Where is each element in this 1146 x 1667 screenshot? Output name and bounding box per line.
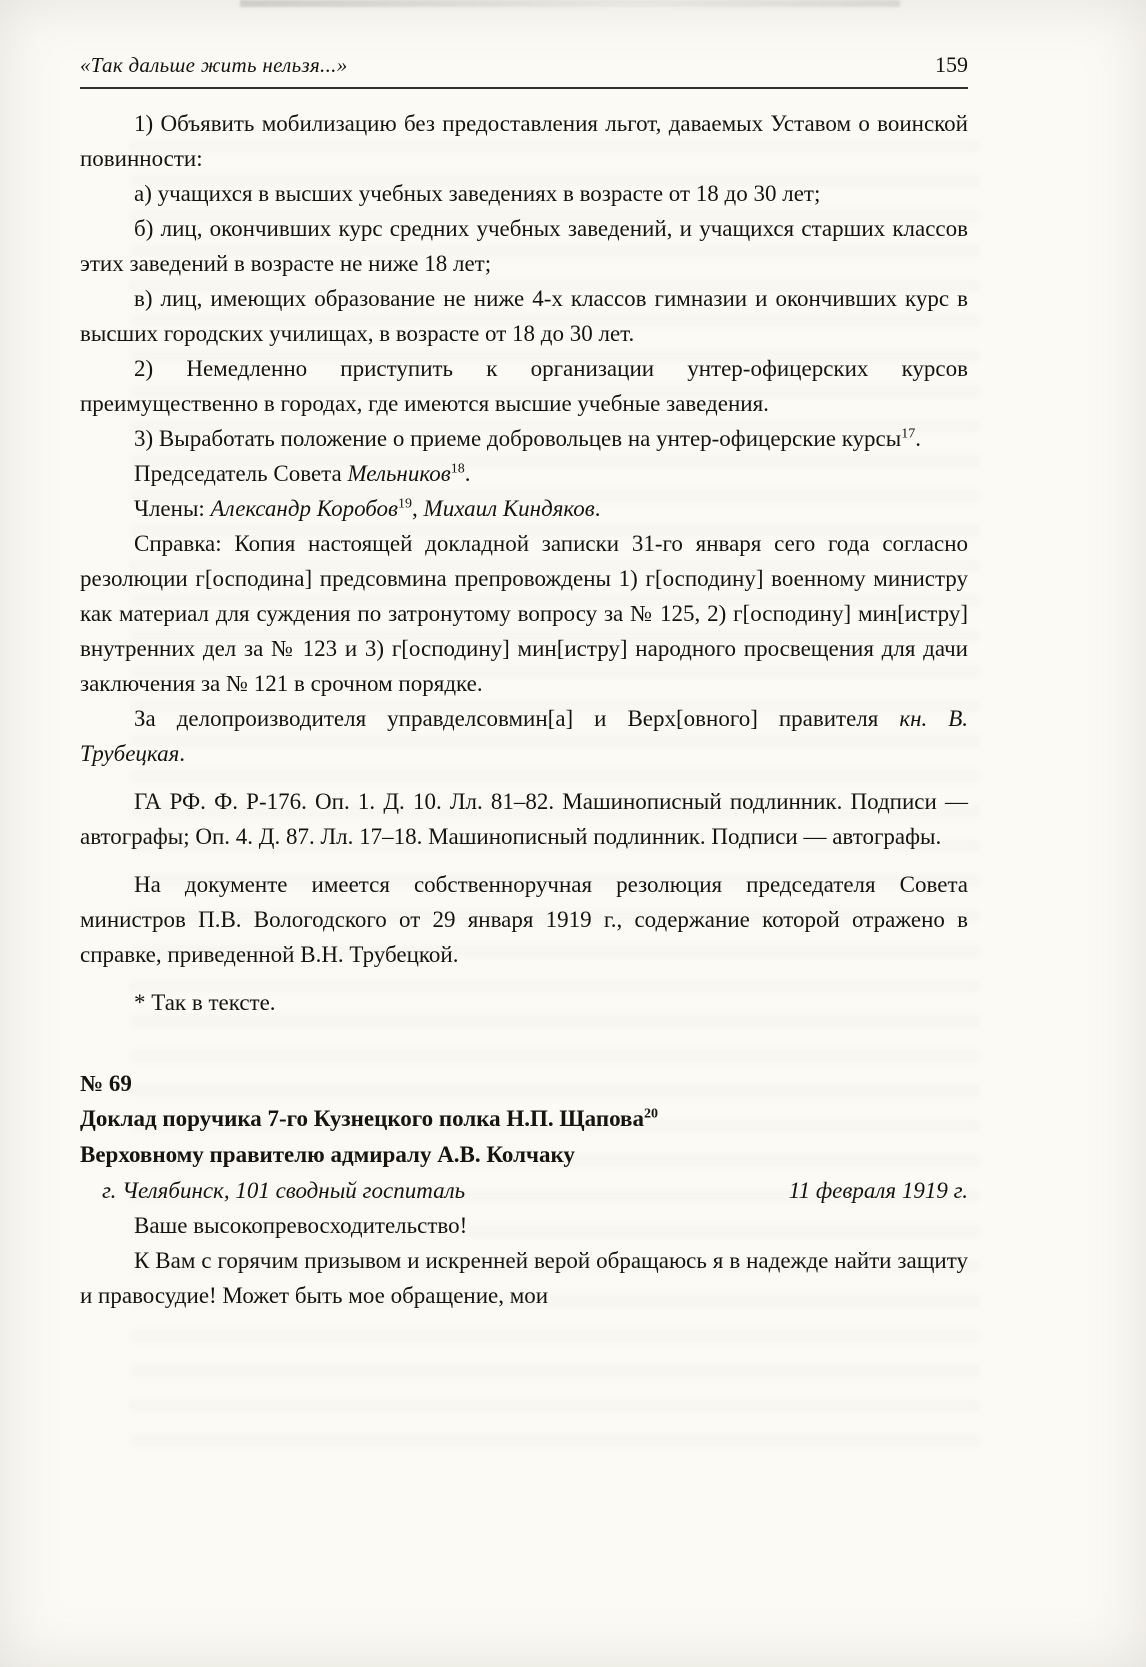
text-run: Члены: — [134, 496, 211, 521]
text-run: . — [464, 461, 471, 486]
text-run: Доклад поручика 7-го Кузнецкого полка Н.П. Щапова — [80, 1106, 644, 1131]
doc-number — [80, 1066, 968, 1101]
text-run: б) лиц, окончивших курс средних учебных заведений, и учащихся старших классов этих заведений в возрасте не ниже 18 лет; — [80, 216, 968, 276]
text-run: 3) Выработать положение о приеме добровольцев на унтер-офицерские курсы — [134, 426, 902, 451]
text-run: 11 февраля 1919 г. — [788, 1178, 968, 1203]
dateline-date — [789, 1173, 968, 1208]
scan-artifact — [240, 0, 900, 7]
footnote-ref: 17 — [901, 426, 916, 442]
para-item-a — [80, 176, 968, 211]
para-archive-ref — [80, 784, 968, 854]
text-run: г. Челябинск, 101 сводный госпиталь — [102, 1178, 466, 1203]
para-appeal — [80, 1243, 968, 1313]
text-run: 1) Объявить мобилизацию без предоставления льгот, даваемых Уставом о воинской повинности: — [80, 111, 968, 171]
text-run: а) учащихся в высших учебных заведениях в возрасте от 18 до 30 лет; — [134, 181, 821, 206]
text-run: . — [915, 426, 921, 451]
text-run: За делопроизводителя управделсовмин[а] и Верх[овного] правителя — [134, 706, 900, 731]
text-run: 2) Немедленно приступить к организации унтер-офицерских курсов преимущественно в городах, где имеются высшие учебные заведения. — [80, 356, 968, 416]
footnote-ref: 20 — [643, 1106, 658, 1122]
doc-title-line-1 — [80, 1101, 968, 1137]
page-content — [80, 52, 968, 1313]
text-run: кн. В. Трубецкая — [80, 706, 969, 766]
text-run: На документе имеется собственноручная резолюция председателя Совета министров П.В. Вологодского от 29 января 1919 г., содержание которой отражено в справке, приведенной В.Н. Трубецкой. — [80, 872, 968, 967]
text-run: Александр Коробов — [210, 496, 399, 521]
text-run: Верховному правителю адмиралу А.В. Колчаку — [80, 1142, 575, 1167]
para-members — [80, 491, 968, 526]
document-body — [80, 106, 968, 1313]
text-run: , — [412, 496, 424, 521]
text-run: Михаил Киндяков — [423, 496, 595, 521]
para-signatory — [80, 701, 968, 771]
dateline-place — [80, 1173, 465, 1208]
text-run: № 69 — [80, 1071, 132, 1096]
footnote-ref: 18 — [450, 461, 465, 477]
text-run: ГА РФ. Ф. Р-176. Оп. 1. Д. 10. Лл. 81–82. Машинописный подлинник. Подписи — автографы; Оп. 4. Д. 87. Лл. 17–18. Машинописный подлинник. Подписи — автографы. — [80, 789, 968, 849]
para-item-b — [80, 211, 968, 281]
running-title: «Так дальше жить нельзя...» — [80, 53, 348, 77]
text-run: К Вам с горячим призывом и искренней верой обращаюсь я в надежде найти защиту и правосудие! Может быть мое обращение, мои — [80, 1248, 968, 1308]
para-footnote-star — [80, 985, 968, 1020]
text-run: Ваше высокопревосходительство! — [134, 1213, 468, 1238]
para-volunteers — [80, 421, 968, 456]
para-courses — [80, 351, 968, 421]
text-run: в) лиц, имеющих образование не ниже 4-х классов гимназии и окончивших курс в высших городских училищах, в возрасте от 18 до 30 лет. — [80, 286, 968, 346]
dateline — [80, 1173, 968, 1208]
para-note-resolution — [80, 867, 968, 972]
page-header — [80, 52, 968, 89]
para-mobilization — [80, 106, 968, 176]
para-item-v — [80, 281, 968, 351]
footnote-ref: 19 — [398, 496, 413, 512]
text-run: Председатель Совета — [134, 461, 348, 486]
text-run: * Так в тексте. — [134, 990, 276, 1015]
text-run: . — [179, 741, 186, 766]
text-run: . — [594, 496, 601, 521]
text-run: Справка: Копия настоящей докладной записки 31-го января сего года согласно резолюции г[осподина] предсовмина препровождены 1) г[осподину] военному министру как материал для суждения по затронутому вопросу за № 125, 2) г[осподину] мин[истру] внутренних дел за № 123 и 3) г[осподину] мин[истру] народного просвещения для дачи заключения за № 121 в срочном порядке. — [80, 531, 968, 696]
para-salutation — [80, 1208, 968, 1243]
doc-title-line-2 — [80, 1137, 968, 1173]
para-chairman — [80, 456, 968, 491]
text-run: Мельников — [347, 461, 451, 486]
page-number: 159 — [935, 52, 968, 77]
para-spravka — [80, 526, 968, 701]
